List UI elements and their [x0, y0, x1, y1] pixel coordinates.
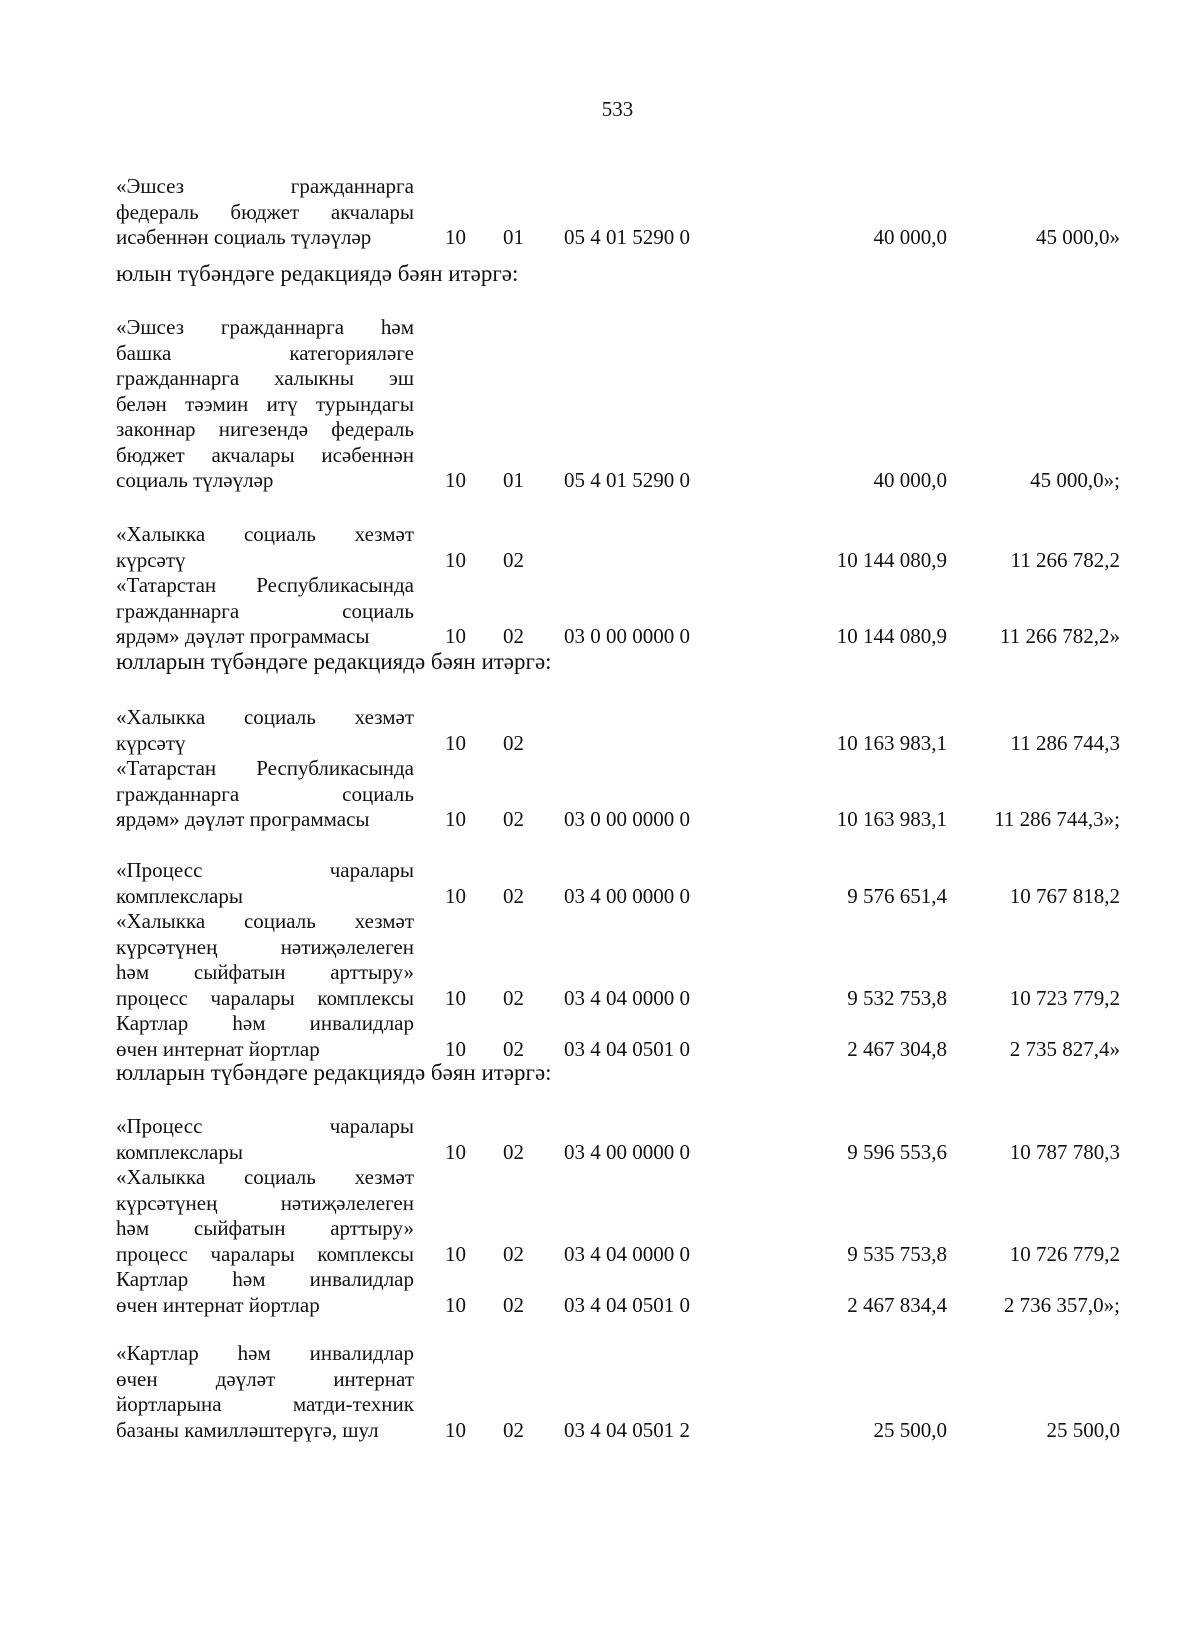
description-line: күрсәтүнең нәтиҗәлелеген: [116, 1190, 414, 1215]
cell-c1: 10: [445, 1417, 466, 1442]
description-line: күрсәтү: [116, 547, 186, 572]
cell-c5: 10 723 779,2: [1009, 985, 1120, 1010]
description-line: «Халыкка социаль хезмәт: [116, 705, 414, 729]
cell-c3: 03 4 04 0501 0: [564, 1036, 690, 1061]
cell-c3: 03 4 00 0000 0: [564, 1139, 690, 1164]
cell-c2: 02: [503, 547, 524, 572]
description-line: комплекслары: [116, 1139, 243, 1164]
description-line: өчен дәүләт интернат: [116, 1366, 414, 1391]
description-line: гражданнарга социаль: [116, 781, 414, 806]
cell-c5: 11 286 744,3»;: [994, 807, 1120, 831]
row-description: [116, 522, 414, 650]
description-line: һәм сыйфатын арттыру»: [116, 1216, 414, 1240]
description-line: процесс чаралары комплексы: [116, 1241, 414, 1266]
description-line: йортларына матди-техник: [116, 1392, 414, 1416]
description-line: һәм сыйфатын арттыру»: [116, 960, 414, 984]
cell-c2: 01: [503, 225, 524, 249]
description-line: өчен интернат йортлар: [116, 1036, 320, 1061]
cell-c3: 03 4 04 0000 0: [564, 985, 690, 1010]
cell-c1: 10: [445, 225, 466, 249]
cell-c1: 10: [445, 883, 466, 908]
cell-c2: 02: [503, 985, 524, 1010]
row-description: [116, 705, 414, 833]
cell-c1: 10: [445, 1241, 466, 1266]
cell-c4: 25 500,0: [873, 1417, 947, 1442]
cell-c4: 9 532 753,8: [847, 985, 947, 1010]
description-line: «Эшсез гражданнарга: [116, 174, 414, 198]
cell-c3: 03 0 00 0000 0: [564, 807, 690, 831]
cell-c5: 45 000,0»: [1036, 225, 1120, 249]
description-line: Картлар һәм инвалидлар: [116, 1267, 414, 1291]
description-line: ярдәм» дәүләт программасы: [116, 807, 370, 831]
cell-c5: 10 726 779,2: [1009, 1241, 1120, 1266]
description-line: белән тәэмин итү турындагы: [116, 391, 414, 416]
cell-c5: 45 000,0»;: [1030, 468, 1120, 492]
cell-c3: 03 4 04 0501 2: [564, 1417, 690, 1442]
row-description: [116, 858, 414, 1062]
description-line: «Картлар һәм инвалидлар: [116, 1341, 414, 1365]
description-line: «Татарстан Республикасында: [116, 573, 414, 597]
description-line: күрсәтү: [116, 730, 186, 755]
cell-c3: 03 4 04 0501 0: [564, 1292, 690, 1317]
cell-c5: 10 787 780,3: [1009, 1139, 1120, 1164]
description-line: «Халыкка социаль хезмәт: [116, 1165, 414, 1189]
cell-c2: 02: [503, 807, 524, 831]
cell-c1: 10: [445, 1139, 466, 1164]
cell-c5: 25 500,0: [1046, 1417, 1120, 1442]
cell-c2: 01: [503, 468, 524, 492]
row-description: [116, 1114, 414, 1318]
cell-c4: 2 467 304,8: [847, 1036, 947, 1061]
description-line: гражданнарга социаль: [116, 598, 414, 623]
description-line: федераль бюджет акчалары: [116, 199, 414, 224]
description-line: «Процесс чаралары: [116, 1114, 414, 1138]
cell-c3: 05 4 01 5290 0: [564, 468, 690, 492]
instruction-text: юлларын түбәндәге редакциядә бәян итәргә:: [116, 1060, 552, 1085]
description-line: базаны камилләштерүгә, шул: [116, 1417, 379, 1442]
cell-c4: 9 596 553,6: [847, 1139, 947, 1164]
cell-c5: 11 266 782,2»: [1000, 624, 1120, 648]
cell-c4: 2 467 834,4: [847, 1292, 947, 1317]
description-line: процесс чаралары комплексы: [116, 985, 414, 1010]
cell-c4: 10 144 080,9: [836, 547, 947, 572]
cell-c2: 02: [503, 730, 524, 755]
description-line: «Халыкка социаль хезмәт: [116, 909, 414, 933]
description-line: комплекслары: [116, 883, 243, 908]
description-line: исәбеннән социаль түләүләр: [116, 225, 372, 249]
description-line: өчен интернат йортлар: [116, 1292, 320, 1317]
row-description: [116, 174, 414, 251]
cell-c1: 10: [445, 1292, 466, 1317]
description-line: «Процесс чаралары: [116, 858, 414, 882]
row-description: [116, 315, 414, 494]
description-line: бюджет акчалары исәбеннән: [116, 442, 414, 467]
instruction-text: юлларын түбәндәге редакциядә бәян итәргә:: [116, 649, 552, 674]
cell-c5: 11 266 782,2: [1010, 547, 1120, 572]
cell-c4: 10 163 983,1: [836, 730, 947, 755]
cell-c5: 10 767 818,2: [1009, 883, 1120, 908]
cell-c5: 2 736 357,0»;: [1003, 1292, 1120, 1317]
cell-c4: 10 163 983,1: [836, 807, 947, 831]
cell-c1: 10: [445, 1036, 466, 1061]
cell-c3: 03 0 00 0000 0: [564, 624, 690, 648]
description-line: башка категорияләге: [116, 340, 414, 365]
cell-c2: 02: [503, 1036, 524, 1061]
cell-c1: 10: [445, 468, 466, 492]
cell-c2: 02: [503, 1139, 524, 1164]
cell-c2: 02: [503, 1241, 524, 1266]
cell-c2: 02: [503, 883, 524, 908]
cell-c3: 03 4 00 0000 0: [564, 883, 690, 908]
description-line: «Татарстан Республикасында: [116, 756, 414, 780]
instruction-text: юлын түбәндәге редакциядә бәян итәргә:: [116, 261, 519, 286]
description-line: «Эшсез гражданнарга һәм: [116, 315, 414, 339]
cell-c4: 9 576 651,4: [847, 883, 947, 908]
cell-c5: 2 735 827,4»: [1009, 1036, 1120, 1061]
description-line: ярдәм» дәүләт программасы: [116, 624, 370, 648]
cell-c2: 02: [503, 1417, 524, 1442]
cell-c1: 10: [445, 730, 466, 755]
cell-c5: 11 286 744,3: [1010, 730, 1120, 755]
page-number: 533: [601, 97, 634, 121]
description-line: күрсәтүнең нәтиҗәлелеген: [116, 934, 414, 959]
cell-c1: 10: [445, 807, 466, 831]
description-line: Картлар һәм инвалидлар: [116, 1011, 414, 1035]
description-line: «Халыкка социаль хезмәт: [116, 522, 414, 546]
cell-c3: 05 4 01 5290 0: [564, 225, 690, 249]
cell-c1: 10: [445, 624, 466, 648]
cell-c3: 03 4 04 0000 0: [564, 1241, 690, 1266]
cell-c2: 02: [503, 624, 524, 648]
cell-c4: 10 144 080,9: [836, 624, 947, 648]
description-line: социаль түләүләр: [116, 468, 274, 492]
cell-c1: 10: [445, 547, 466, 572]
cell-c2: 02: [503, 1292, 524, 1317]
description-line: гражданнарга халыкны эш: [116, 366, 414, 390]
cell-c4: 9 535 753,8: [847, 1241, 947, 1266]
cell-c4: 40 000,0: [873, 225, 947, 249]
cell-c4: 40 000,0: [873, 468, 947, 492]
description-line: законнар нигезендә федераль: [116, 417, 414, 441]
cell-c1: 10: [445, 985, 466, 1010]
row-description: [116, 1341, 414, 1443]
